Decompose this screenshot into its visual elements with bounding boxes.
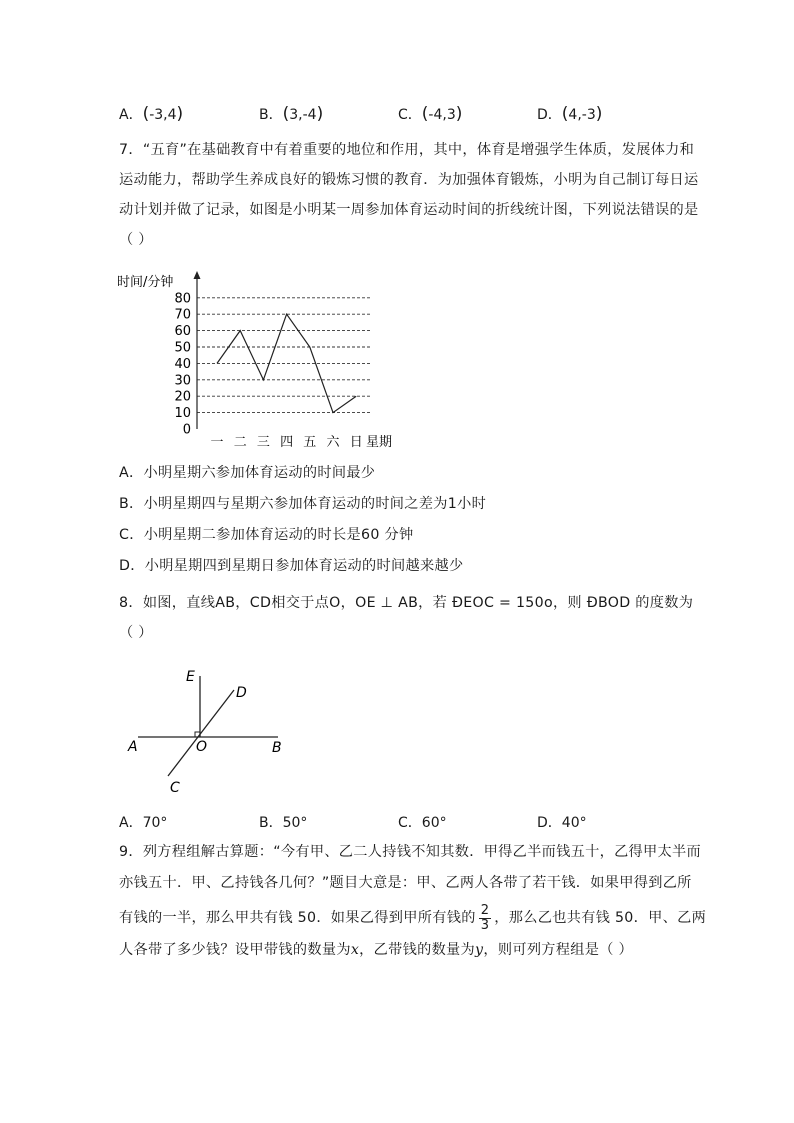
q8-option-c[interactable]: C．60°: [398, 815, 447, 831]
q7-line-2: 运动能力，帮助学生养成良好的锻炼习惯的教育．为加强体育锻炼，小明为自己制订每日运: [119, 172, 699, 188]
q7-line-3: 动计划并做了记录，如图是小明某一周参加体育运动时间的折线统计图，下列说法错误的是: [119, 202, 699, 218]
y-tick-label: 10: [174, 406, 191, 422]
q7-option-a[interactable]: A．小明星期六参加体育运动的时间最少: [119, 465, 376, 481]
q7-line-4: （ ）: [119, 232, 153, 248]
q6-option-a[interactable]: A．(-3,4): [119, 104, 184, 124]
line-cd: [168, 690, 234, 776]
q9-line-1: 9．列方程组解古算题：“今有甲、乙二人持钱不知其数．甲得乙半而钱五十，乙得甲太半而: [119, 844, 701, 860]
y-axis-label: 时间/分钟: [117, 275, 174, 290]
x-tick-label: 日: [349, 435, 363, 450]
label-a: A: [128, 739, 138, 755]
x-tick-label: 三: [256, 435, 270, 450]
q6-option-b[interactable]: B．(3,-4): [259, 104, 324, 124]
q9-line-3: 有钱的一半，那么甲共有钱 50．如果乙得到甲所有钱的 2 3 ，那么乙也共有钱 50．甲、乙两: [119, 903, 707, 933]
x-tick-label: 四: [280, 435, 294, 450]
y-tick-label: 0: [182, 422, 191, 438]
x-tick-label: 一: [210, 435, 224, 450]
q8-option-b[interactable]: B．50°: [259, 815, 308, 831]
x-tick-label: 二: [233, 435, 247, 450]
q8-option-d[interactable]: D．40°: [537, 815, 587, 831]
y-tick-label: 80: [174, 291, 191, 307]
y-tick-label: 20: [174, 389, 191, 405]
y-tick-label: 70: [174, 307, 191, 323]
line-chart: [110, 268, 410, 453]
y-tick-labels: [174, 291, 191, 437]
q9-line-2: 亦钱五十．甲、乙持钱各几何？”题目大意是：甲、乙两人各带了若干钱．如果甲得到乙所: [119, 875, 692, 891]
geometry-figure: [120, 660, 300, 800]
label-o: O: [196, 739, 208, 755]
q6-option-d[interactable]: D．(4,-3): [537, 104, 603, 124]
q7-option-c[interactable]: C．小明星期二参加体育运动的时长是60 分钟: [119, 527, 414, 543]
q6-option-c[interactable]: C．(-4,3): [398, 104, 463, 124]
label-b: B: [272, 740, 282, 756]
x-tick-labels: [210, 435, 362, 450]
fraction-two-thirds: 2 3: [480, 903, 490, 933]
label-c: C: [170, 780, 180, 796]
y-tick-label: 40: [174, 356, 191, 372]
y-tick-label: 60: [174, 324, 191, 340]
y-tick-label: 50: [174, 340, 191, 356]
q8-option-a[interactable]: A．70°: [119, 815, 168, 831]
x-tick-label: 六: [326, 435, 340, 450]
label-d: D: [236, 685, 247, 701]
q8-line-2: （ ）: [119, 625, 153, 641]
q7-line-1: 7．“五育”在基础教育中有着重要的地位和作用，其中，体育是增强学生体质，发展体力和: [119, 142, 695, 158]
q8-line-1: 8．如图，直线AB，CD相交于点O，OE ⊥ AB，若 ÐEOC = 150o，则 ÐBOD 的度数为: [119, 595, 694, 611]
chart-y-axis: [194, 271, 201, 429]
y-axis-arrow-icon: [194, 271, 201, 279]
x-tick-label: 五: [303, 435, 317, 450]
label-e: E: [186, 669, 195, 685]
q7-option-d[interactable]: D．小明星期四到星期日参加体育运动的时间越来越少: [119, 558, 464, 574]
y-tick-label: 30: [174, 373, 191, 389]
q7-option-b[interactable]: B．小明星期四与星期六参加体育运动的时间之差为1小时: [119, 496, 487, 512]
q9-line-4: 人各带了多少钱？设甲带钱的数量为x，乙带钱的数量为y，则可列方程组是（ ）: [119, 942, 634, 958]
x-axis-label: 星期: [366, 435, 393, 450]
